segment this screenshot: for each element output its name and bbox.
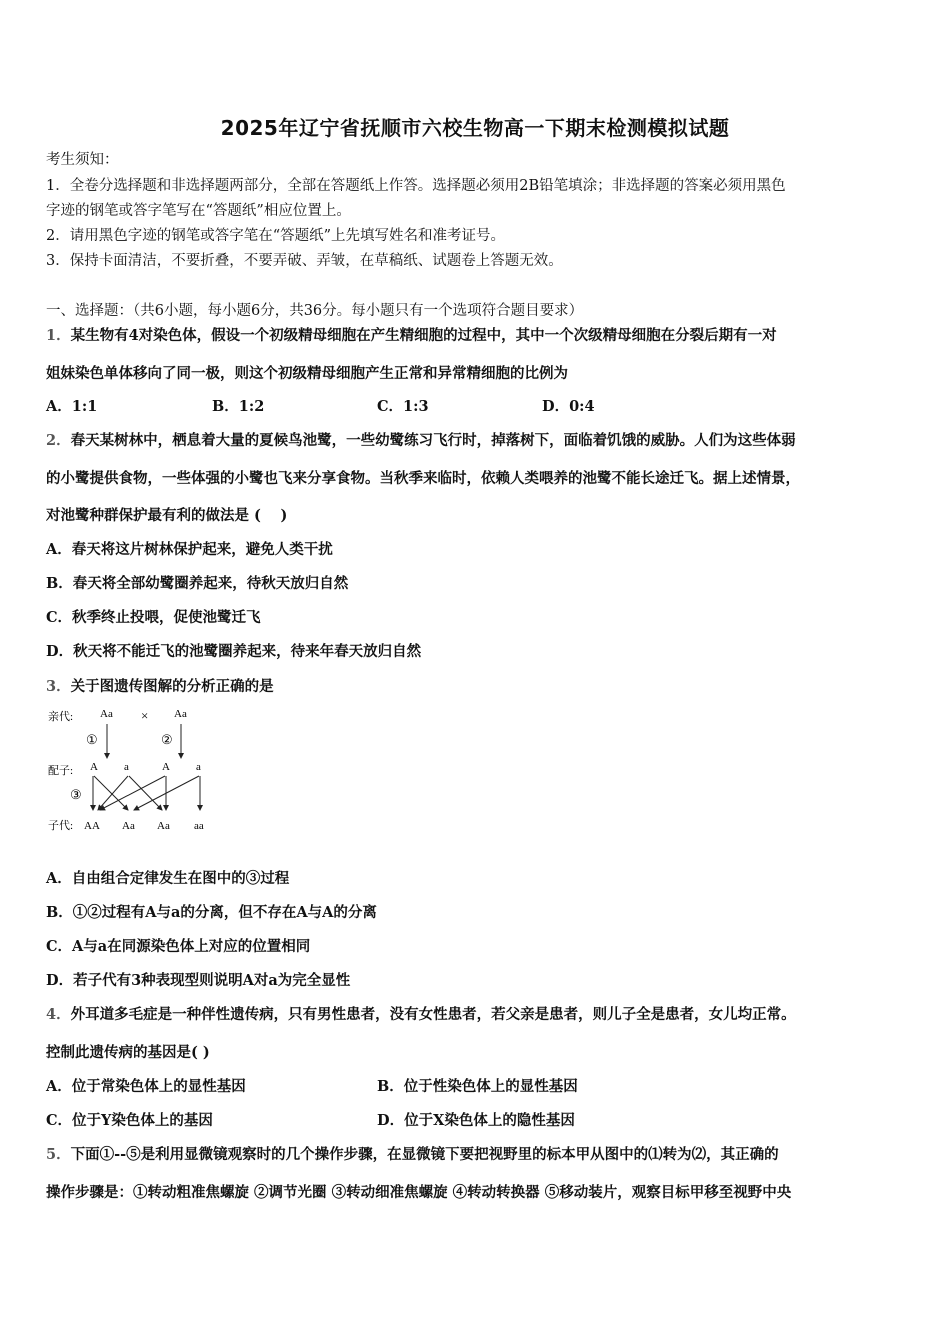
cross-symbol: × [141, 708, 149, 723]
genetic-cross-diagram [44, 700, 224, 840]
question-number: 1． [46, 327, 71, 344]
q2-option-c: C．秋季终止投喂，促使池鹭迁飞 [46, 609, 261, 626]
page-title: 2025年辽宁省抚顺市六校生物高一下期末检测模拟试题 [220, 116, 730, 140]
section-heading: 一、选择题：（共6小题，每小题6分，共36分。每小题只有一个选项符合题目要求） [46, 303, 584, 319]
question-number: 4． [46, 1006, 71, 1023]
question-text: 下面①--⑤是利用显微镜观察时的几个操作步骤，在显微镜下要把视野里的标本甲从图中的⑴转为⑵，其正确的 [70, 1146, 779, 1163]
parent-label: 亲代: [48, 711, 74, 723]
step-1-label: ① [86, 732, 98, 747]
parent-2: Aa [174, 708, 187, 720]
q1-option-a: A．1:1 [46, 398, 98, 415]
gamete-2: a [124, 761, 129, 773]
notice-line-1: 1．全卷分选择题和非选择题两部分，全部在答题纸上作答。选择题必须用2B铅笔填涂；非选择题的答案必须用黑色 [46, 178, 786, 194]
gamete-3: A [162, 761, 170, 773]
step-3-label: ③ [70, 787, 82, 802]
gamete-4: a [196, 761, 201, 773]
gamete-1: A [90, 761, 98, 773]
question-5 [46, 1145, 916, 1165]
notice-line-2: 字迹的钢笔或答字笔写在“答题纸”相应位置上。 [46, 203, 351, 219]
q3-option-d: D．若子代有3种表现型则说明A对a为完全显性 [46, 972, 351, 989]
q4-option-b: B．位于性染色体上的显性基因 [377, 1078, 578, 1095]
fertilization-arrows [93, 776, 200, 810]
gamete-label: 配子: [48, 765, 74, 777]
question-text: 关于图遗传图解的分析正确的是 [70, 678, 274, 695]
question-1 [46, 326, 916, 346]
q4-option-a: A．位于常染色体上的显性基因 [46, 1078, 246, 1095]
question-number: 3． [46, 678, 71, 695]
offspring-2: Aa [122, 820, 135, 832]
q3-option-c: C．A与a在同源染色体上对应的位置相同 [46, 938, 311, 955]
q2-option-d: D．秋天将不能迁飞的池鹭圈养起来，待来年春天放归自然 [46, 643, 422, 660]
question-4-line-2: 控制此遗传病的基因是( ) [46, 1044, 210, 1061]
question-5-line-2: 操作步骤是：①转动粗准焦螺旋 ②调节光圈 ③转动细准焦螺旋 ④转动转换器 ⑤移动装片，观察目标甲移至视野中央 [46, 1184, 792, 1201]
q1-option-d: D．0:4 [542, 398, 595, 415]
q3-option-a: A．自由组合定律发生在图中的③过程 [46, 870, 290, 887]
offspring-3: Aa [157, 820, 170, 832]
notice-heading: 考生须知： [46, 152, 119, 168]
notice-line-3: 2．请用黑色字迹的钢笔或答字笔在“答题纸”上先填写姓名和准考证号。 [46, 228, 506, 244]
q4-option-d: D．位于X染色体上的隐性基因 [377, 1112, 575, 1129]
question-1-line-2: 姐妹染色单体移向了同一极，则这个初级精母细胞产生正常和异常精细胞的比例为 [46, 365, 568, 382]
q3-option-b: B．①②过程有A与a的分离，但不存在A与A的分离 [46, 904, 377, 921]
q2-option-b: B．春天将全部幼鹭圈养起来，待秋天放归自然 [46, 575, 349, 592]
q4-option-c: C．位于Y染色体上的基因 [46, 1112, 213, 1129]
question-4 [46, 1005, 916, 1025]
q1-option-b: B．1:2 [212, 398, 265, 415]
question-text: 春天某树林中，栖息着大量的夏候鸟池鹭，一些幼鹭练习飞行时，掉落树下，面临着饥饿的威胁。人们为这些体弱 [70, 432, 796, 449]
q2-option-a: A．春天将这片树林保护起来，避免人类干扰 [46, 541, 333, 558]
question-3 [46, 677, 916, 697]
step-2-label: ② [161, 732, 173, 747]
parent-1: Aa [100, 708, 113, 720]
question-number: 5． [46, 1146, 71, 1163]
offspring-4: aa [194, 820, 204, 832]
question-text: 某生物有4对染色体，假设一个初级精母细胞在产生精细胞的过程中，其中一个次级精母细胞在分裂后期有一对 [70, 327, 777, 344]
question-2-line-3: 对池鹭种群保护最有利的做法是 ( ) [46, 507, 288, 524]
question-text: 外耳道多毛症是一种伴性遗传病，只有男性患者，没有女性患者，若父亲是患者，则儿子全是患者，女儿均正常。 [70, 1006, 796, 1023]
offspring-1: AA [84, 820, 100, 832]
q1-option-c: C．1:3 [377, 398, 429, 415]
notice-line-4: 3．保持卡面清洁，不要折叠，不要弄破、弄皱，在草稿纸、试题卷上答题无效。 [46, 253, 563, 269]
question-2 [46, 431, 916, 451]
question-2-line-2: 的小鹭提供食物，一些体强的小鹭也飞来分享食物。当秋季来临时，依赖人类喂养的池鹭不能长途迁飞。据上述情景， [46, 470, 800, 487]
offspring-label: 子代: [48, 820, 74, 832]
question-number: 2． [46, 432, 71, 449]
